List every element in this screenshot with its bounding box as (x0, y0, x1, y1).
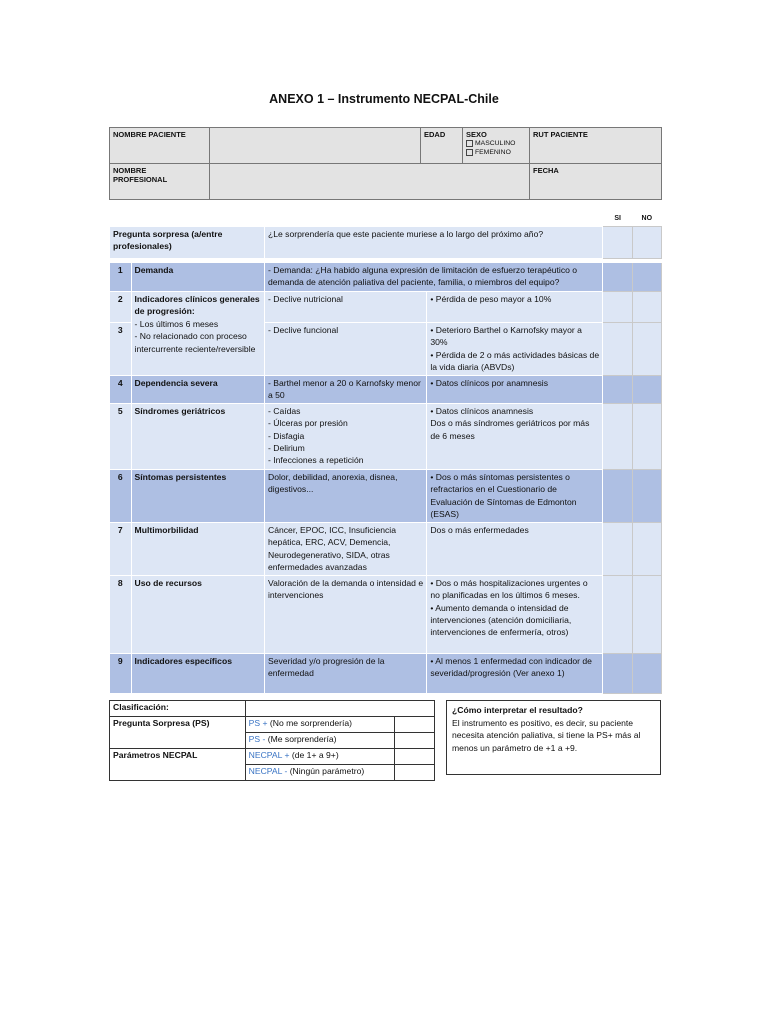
row-criterion: - Declive funcional (264, 322, 426, 375)
si-check[interactable] (603, 469, 632, 522)
nombre-paciente-label: NOMBRE PACIENTE (110, 128, 210, 164)
row-detail: • Datos clínicos por anamnesis (427, 375, 603, 403)
row-criterion: Severidad y/o progresión de la enfermedad (264, 653, 426, 693)
row-label: Indicadores específicos (131, 653, 264, 693)
masculino-label: MASCULINO (475, 140, 516, 147)
femenino-label: FEMENINO (475, 149, 511, 156)
sorpresa-row (110, 226, 662, 258)
row-criterion: - Declive nutricional (264, 291, 426, 322)
patient-header-table (109, 127, 662, 200)
nombre-paciente-field[interactable] (210, 128, 421, 164)
table-row (110, 469, 662, 522)
edad-label: EDAD (421, 128, 463, 164)
row-label: Multimorbilidad (131, 522, 264, 575)
si-check[interactable] (603, 653, 632, 693)
sexo-cell (463, 128, 530, 164)
row-number: 5 (110, 403, 132, 469)
classification-heading: Clasificación: (110, 701, 246, 717)
row-number: 8 (110, 575, 132, 653)
no-check[interactable] (632, 262, 661, 291)
row-number: 7 (110, 522, 132, 575)
row-number: 2 (110, 291, 132, 322)
row-detail: • Al menos 1 enfermedad con indicador de severidad/progresión (Ver anexo 1) (427, 653, 603, 693)
row-number: 1 (110, 262, 132, 291)
ps-plus-check[interactable] (395, 717, 435, 733)
si-check[interactable] (603, 226, 632, 258)
row-criterion: Cáncer, EPOC, ICC, Insuficiencia hepática, ERC, ACV, Demencia, Neurodegenerativo, SIDA, otras enfermedades avanzadas (264, 522, 426, 575)
row-label: Uso de recursos (131, 575, 264, 653)
row-description: - Demanda: ¿Ha habido alguna expresión de limitación de esfuerzo terapéutico o demanda de atención paliativa del paciente, familia, o miembros del equipo? (264, 262, 602, 291)
row-detail: • Pérdida de peso mayor a 10% (427, 291, 603, 322)
no-check[interactable] (632, 653, 661, 693)
table-row (110, 522, 662, 575)
necpal-plus-check[interactable] (395, 749, 435, 765)
row-label: Demanda (131, 262, 264, 291)
si-check[interactable] (603, 291, 632, 322)
fecha-label: FECHA (530, 164, 662, 200)
nombre-profesional-line2: PROFESIONAL (113, 175, 168, 184)
row-label: Dependencia severa (131, 375, 264, 403)
row-number: 3 (110, 322, 132, 375)
checkbox-icon[interactable] (466, 140, 473, 147)
document-title: ANEXO 1 – Instrumento NECPAL-Chile (269, 92, 499, 106)
checkbox-icon[interactable] (466, 149, 473, 156)
table-row (110, 291, 662, 322)
row-criterion: - Barthel menor a 20 o Karnofsky menor a 50 (264, 375, 426, 403)
no-check[interactable] (632, 226, 661, 258)
no-check[interactable] (632, 322, 661, 375)
necpal-minus-check[interactable] (395, 765, 435, 781)
table-row (110, 403, 662, 469)
no-check[interactable] (632, 522, 661, 575)
necpal-minus-option: NECPAL - (Ningún parámetro) (245, 765, 395, 781)
nombre-profesional-label (110, 164, 210, 200)
sorpresa-question: ¿Le sorprendería que este paciente muriese a lo largo del próximo año? (264, 226, 602, 258)
necpal-table (109, 211, 662, 694)
option-femenino[interactable] (466, 148, 526, 157)
row-detail: • Dos o más síntomas persistentes o refractarios en el Cuestionario de Evaluación de Síntomas de Edmonton (ESAS) (427, 469, 603, 522)
rut-label: RUT PACIENTE (530, 128, 662, 164)
no-check[interactable] (632, 469, 661, 522)
necpal-plus-option: NECPAL + (de 1+ a 9+) (245, 749, 395, 765)
row-detail: • Deterioro Barthel o Karnofsky mayor a 30% • Pérdida de 2 o más actividades básicas de la vida diaria (ABVDs) (427, 322, 603, 375)
classification-table (109, 700, 435, 781)
option-masculino[interactable] (466, 139, 526, 148)
row-criterion: - Caídas - Úlceras por presión - Disfagia - Delirium - Infecciones a repetición (264, 403, 426, 469)
nombre-profesional-line1: NOMBRE (113, 166, 147, 175)
interpretation-box (446, 700, 661, 775)
row-label: Indicadores clínicos generales de progresión: - Los últimos 6 meses - No relacionado con proceso intercurrente reciente/reversible (131, 291, 264, 375)
no-header: NO (641, 214, 653, 222)
row-detail: • Datos clínicos anamnesis Dos o más síndromes geriátricos por más de 6 meses (427, 403, 603, 469)
interpretation-heading: ¿Cómo interpretar el resultado? (452, 705, 583, 715)
table-row (110, 653, 662, 693)
row-number: 6 (110, 469, 132, 522)
no-check[interactable] (632, 291, 661, 322)
table-row (110, 575, 662, 653)
table-row (110, 262, 662, 291)
table-row (110, 375, 662, 403)
row-detail: Dos o más enfermedades (427, 522, 603, 575)
ps-plus-option: PS + (No me sorprendería) (245, 717, 395, 733)
row-criterion: Dolor, debilidad, anorexia, disnea, digestivos... (264, 469, 426, 522)
row-number: 9 (110, 653, 132, 693)
row-number: 4 (110, 375, 132, 403)
no-check[interactable] (632, 575, 661, 653)
row-label: Síntomas persistentes (131, 469, 264, 522)
row-label: Síndromes geriátricos (131, 403, 264, 469)
param-label: Parámetros NECPAL (110, 749, 246, 781)
si-check[interactable] (603, 403, 632, 469)
ps-minus-check[interactable] (395, 733, 435, 749)
row-criterion: Valoración de la demanda o intensidad e intervenciones (264, 575, 426, 653)
row-detail: • Dos o más hospitalizaciones urgentes o no planificadas en los últimos 6 meses. • Aumento demanda o intensidad de intervenciones (atención domiciliaria, intervenciones de enfermería, otros) (427, 575, 603, 653)
nombre-profesional-field[interactable] (210, 164, 530, 200)
si-check[interactable] (603, 262, 632, 291)
ps-minus-option: PS - (Me sorprendería) (245, 733, 395, 749)
si-check[interactable] (603, 575, 632, 653)
si-header: SI (614, 214, 621, 222)
sorpresa-label: Pregunta sorpresa (a/entre profesionales) (110, 226, 265, 258)
no-check[interactable] (632, 375, 661, 403)
interpretation-text: El instrumento es positivo, es decir, su paciente necesita atención paliativa, si tiene la PS+ más al menos un parámetro de +1 a +9. (452, 717, 641, 753)
sexo-label: SEXO (466, 130, 487, 139)
si-check[interactable] (603, 522, 632, 575)
ps-label: Pregunta Sorpresa (PS) (110, 717, 246, 749)
si-check[interactable] (603, 375, 632, 403)
no-check[interactable] (632, 403, 661, 469)
si-check[interactable] (603, 322, 632, 375)
